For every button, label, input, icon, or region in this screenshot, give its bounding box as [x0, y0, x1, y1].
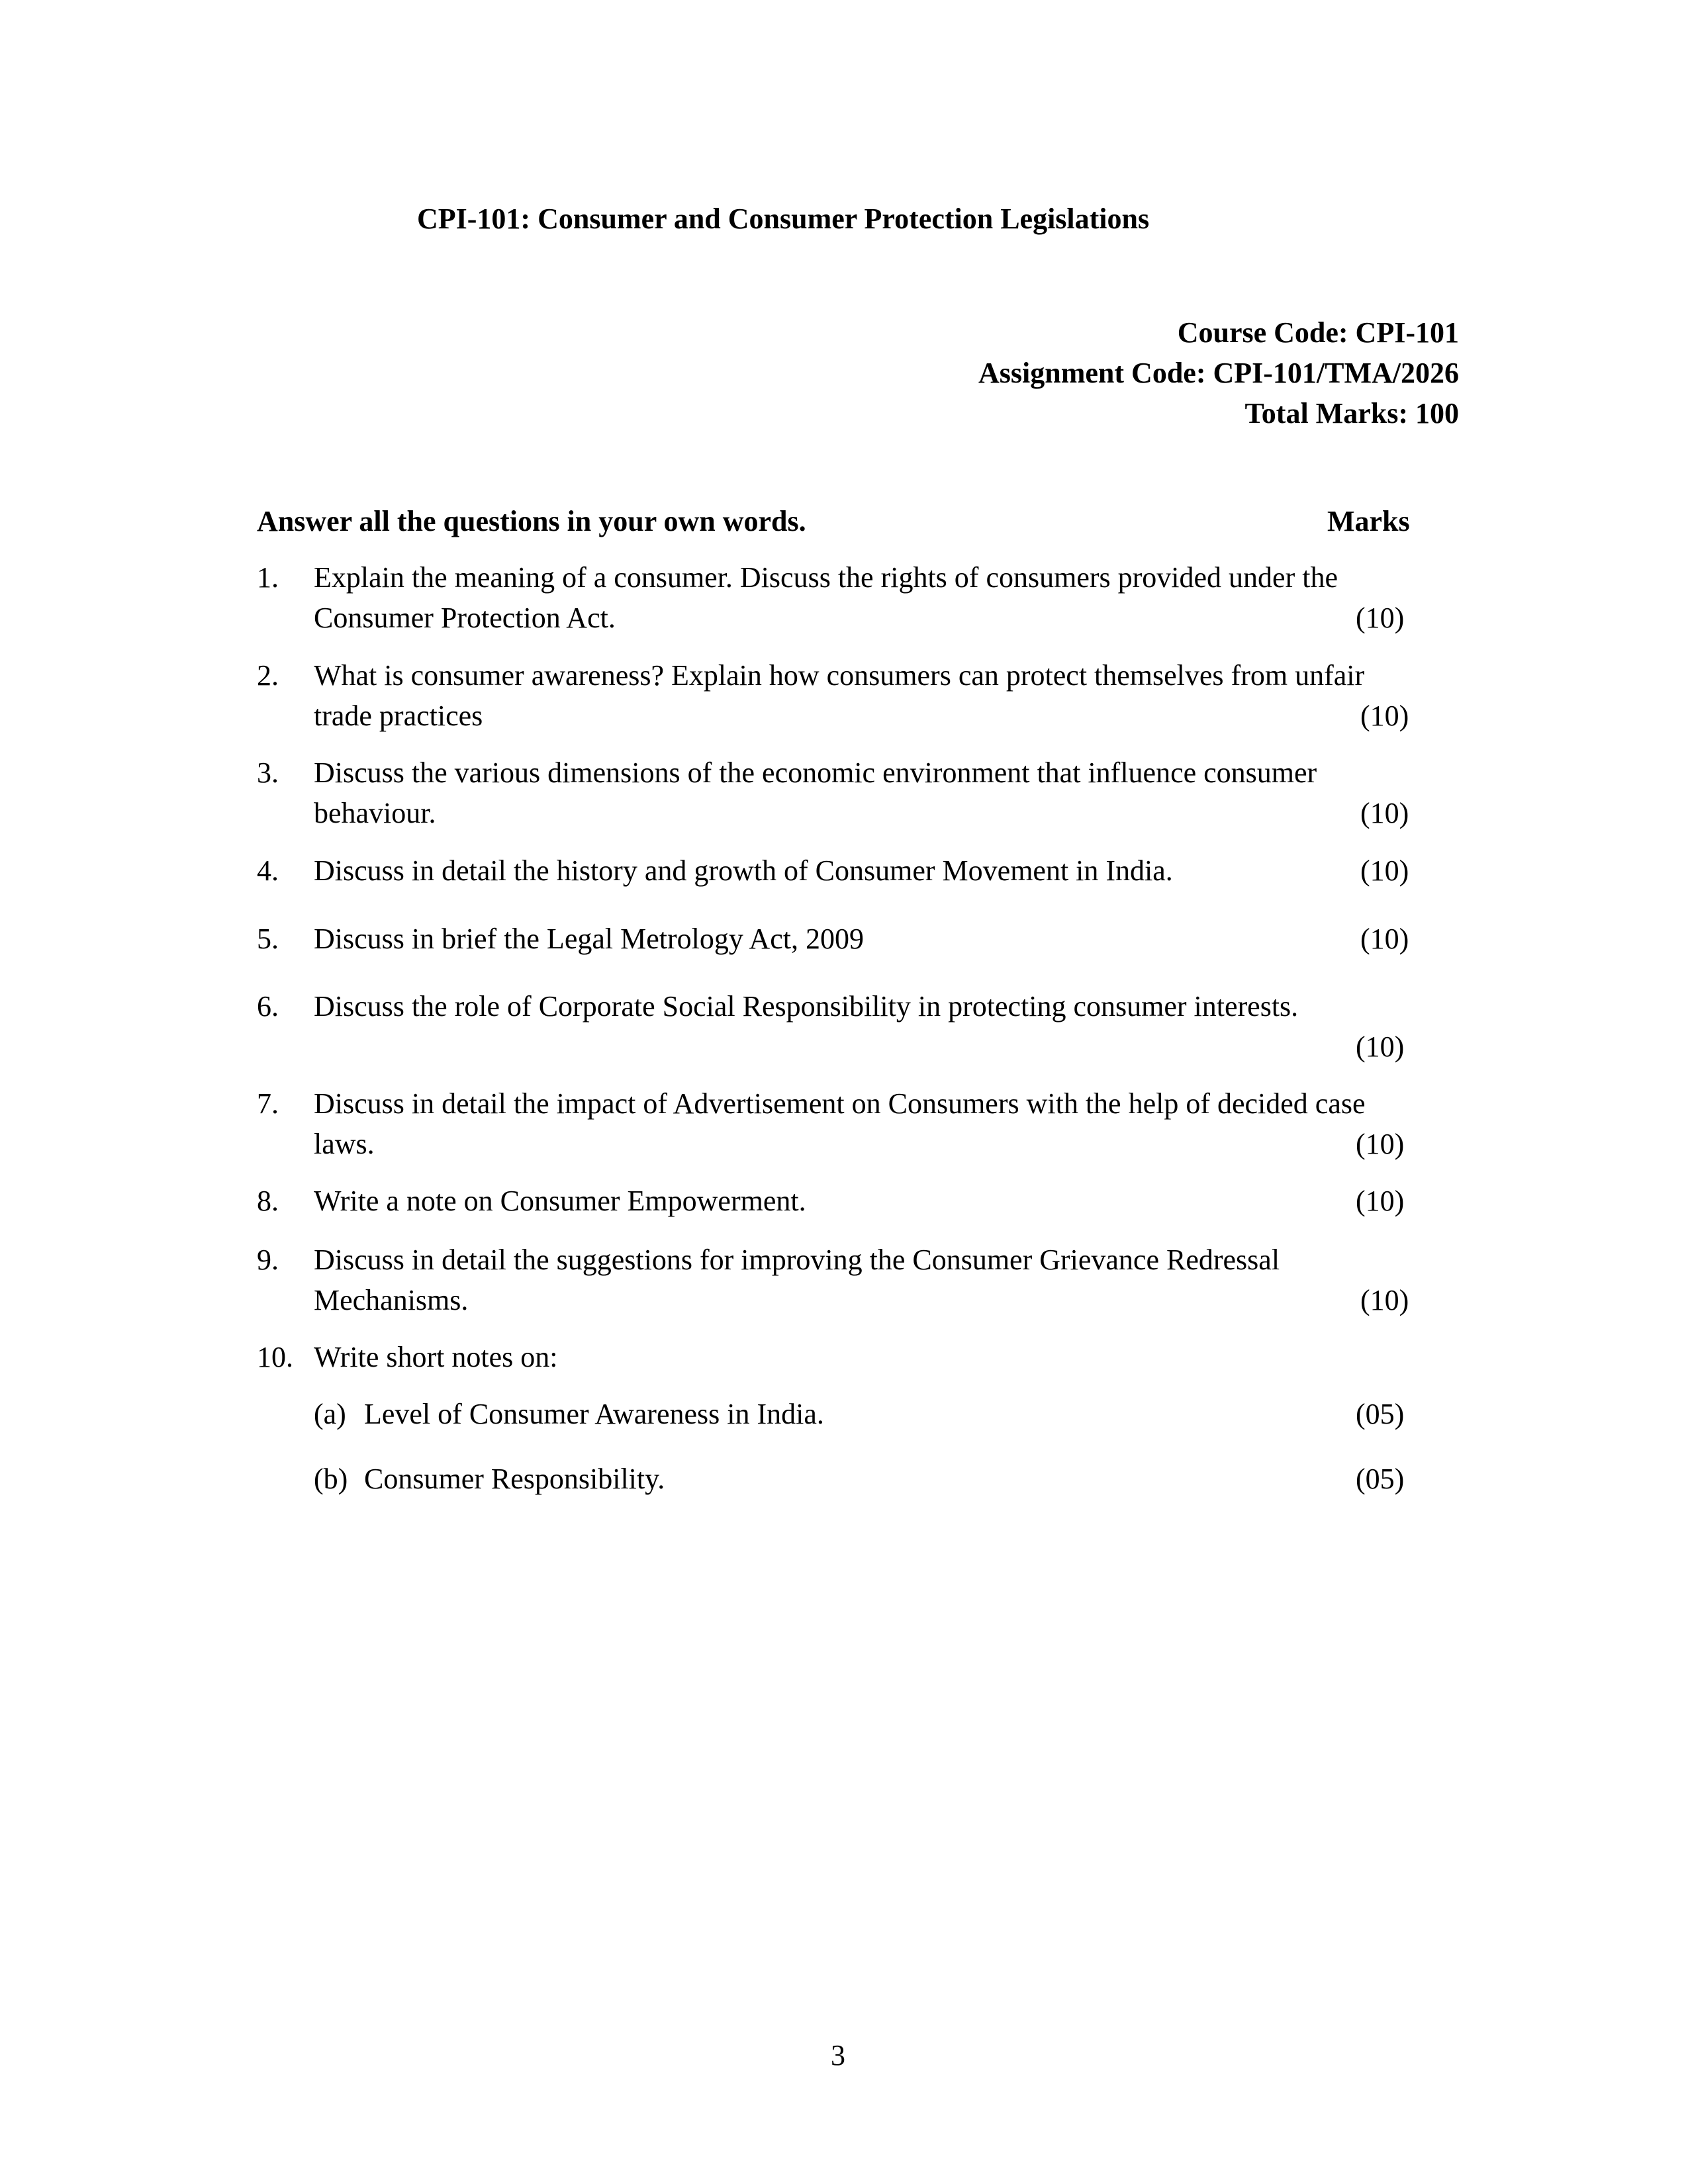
question-text: [314, 557, 1426, 638]
question-line: Discuss in brief the Legal Metrology Act, 2009: [314, 923, 864, 955]
question-number: 4.: [257, 854, 279, 887]
question-6: [257, 986, 1442, 1067]
question-marks: (10): [1360, 1284, 1409, 1316]
question-number: 9.: [257, 1244, 279, 1276]
question-line: Discuss in detail the suggestions for improving the Consumer Grievance Redressal: [314, 1244, 1280, 1276]
question-text: [314, 752, 1426, 833]
course-info-block: [978, 312, 1459, 433]
question-text: [314, 919, 1426, 959]
instructions: Answer all the questions in your own words.: [257, 505, 806, 537]
subpart-marks: (05): [1356, 1398, 1405, 1430]
question-2: [257, 655, 1442, 736]
question-1: [257, 557, 1442, 638]
question-7: [257, 1083, 1442, 1164]
question-line: behaviour.: [314, 797, 436, 829]
question-marks: (10): [1356, 1030, 1405, 1063]
question-line: Consumer Protection Act.: [314, 602, 616, 634]
document-title: CPI-101: Consumer and Consumer Protection Legislations: [417, 203, 1150, 235]
question-text: [314, 986, 1426, 1026]
question-marks: (10): [1360, 700, 1409, 732]
question-text: [314, 1240, 1426, 1320]
question-text: [314, 655, 1426, 736]
question-number: 6.: [257, 990, 279, 1023]
question-number: 3.: [257, 756, 279, 789]
subpart-marks: (05): [1356, 1463, 1405, 1495]
question-text: [314, 1083, 1426, 1164]
question-8: [257, 1181, 1442, 1221]
question-number: 2.: [257, 659, 279, 692]
question-marks: (10): [1360, 854, 1409, 887]
course-code: Course Code: CPI-101: [1177, 316, 1459, 349]
question-line: Discuss the role of Corporate Social Responsibility in protecting consumer interests.: [314, 990, 1299, 1023]
question-marks: (10): [1360, 923, 1409, 955]
subpart-text: Level of Consumer Awareness in India.: [364, 1398, 824, 1430]
question-line: Explain the meaning of a consumer. Discuss the rights of consumers provided under the: [314, 561, 1338, 594]
subpart-letter: (a): [314, 1398, 346, 1430]
question-9: [257, 1240, 1442, 1320]
question-line: Mechanisms.: [314, 1284, 469, 1316]
question-number: 5.: [257, 923, 279, 955]
question-line: Discuss in detail the impact of Advertisement on Consumers with the help of decided case: [314, 1087, 1366, 1120]
question-4: [257, 850, 1442, 891]
question-3: [257, 752, 1442, 833]
question-text: [314, 850, 1426, 891]
marks-column-heading: Marks: [1327, 505, 1410, 537]
question-number: 1.: [257, 561, 279, 594]
total-marks: Total Marks: 100: [1244, 397, 1459, 430]
subpart-letter: (b): [314, 1463, 348, 1495]
question-number: 8.: [257, 1185, 279, 1217]
question-text: [314, 1181, 1426, 1221]
question-10: [257, 1337, 1442, 1377]
question-line: trade practices: [314, 700, 483, 732]
question-line: Discuss in detail the history and growth of Consumer Movement in India.: [314, 854, 1173, 887]
question-marks: (10): [1360, 797, 1409, 829]
question-marks: (10): [1356, 602, 1405, 634]
question-number: 7.: [257, 1087, 279, 1120]
question-line: Discuss the various dimensions of the economic environment that influence consumer: [314, 756, 1317, 789]
question-line: What is consumer awareness? Explain how consumers can protect themselves from unfair: [314, 659, 1365, 692]
question-marks: (10): [1356, 1185, 1405, 1217]
question-marks: (10): [1356, 1128, 1405, 1160]
question-number: 10.: [257, 1341, 293, 1373]
subpart-text: Consumer Responsibility.: [364, 1463, 665, 1495]
assignment-code: Assignment Code: CPI-101/TMA/2026: [978, 357, 1459, 389]
question-line: Write short notes on:: [314, 1341, 558, 1373]
question-line: Write a note on Consumer Empowerment.: [314, 1185, 806, 1217]
page-number: 3: [831, 2039, 845, 2071]
question-text: [314, 1337, 1426, 1377]
question-5: [257, 919, 1442, 959]
question-line: laws.: [314, 1128, 375, 1160]
